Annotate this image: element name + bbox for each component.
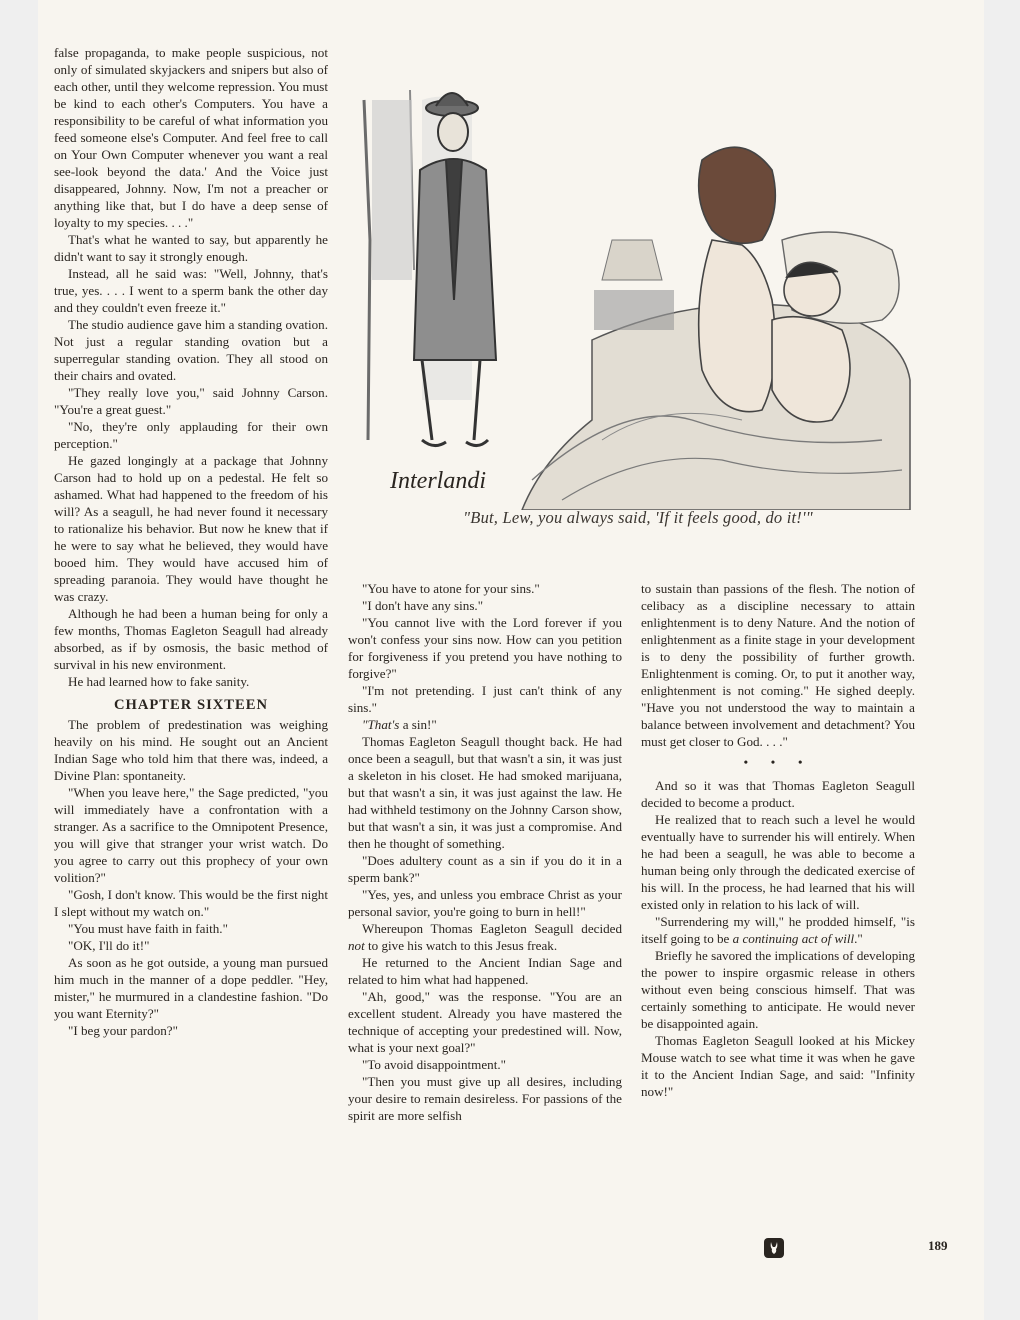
page-number: 189 xyxy=(928,1238,948,1253)
paragraph: "You cannot live with the Lord forever if you won't confess your sins now. How can you petition for forgiveness if you pretend you have nothing to forgive?" xyxy=(348,615,622,681)
paragraph: "No, they're only applauding for their own perception." xyxy=(54,419,328,451)
paragraph: Briefly he savored the implications of developing the power to inspire orgasmic release in others without even being conscious himself. That was certainly something to anticipate. He would never be disappointed again. xyxy=(641,948,915,1031)
paragraph: As soon as he got outside, a young man pursued him much in the manner of a dope peddler. "Hey, mister," he murmured in a clandestine fashion. "Do you want Eternity?" xyxy=(54,955,328,1021)
woman-figure xyxy=(699,147,776,412)
paragraph: "You must have faith in faith." xyxy=(68,921,228,936)
paragraph: "You have to atone for your sins." xyxy=(362,581,540,596)
scan-edge-right xyxy=(984,0,1020,1320)
artist-signature: Interlandi xyxy=(390,468,486,494)
paragraph: to sustain than passions of the flesh. The notion of celibacy as a discipline necessary to attain enlightenment is to deny Nature. And the notion of enlightenment as a finite stage in your development is to deny the possibility of further growth. Enlightenment is coming. Or, to put it another way, enlightenment is not coming." He sighed deeply. "Have you not understood the way to maintain a balance between involvement and detachment? You must get closer to God. . . ." xyxy=(641,581,915,749)
paragraph: "They really love you," said Johnny Carson. "You're a great guest." xyxy=(54,385,328,417)
paragraph: That's what he wanted to say, but apparently he didn't want to say it strongly enough. xyxy=(54,232,328,264)
paragraph xyxy=(348,920,622,954)
paragraph: And so it was that Thomas Eagleton Seagull decided to become a product. xyxy=(641,778,915,810)
text-column-2 xyxy=(348,580,622,1124)
paragraph: The problem of predestination was weighing heavily on his mind. He sought out an Ancient Indian Sage who told him that there was, indeed, a Divine Plan: spontaneity. xyxy=(54,717,328,783)
paragraph: "I beg your pardon?" xyxy=(68,1023,178,1038)
paragraph: "Then you must give up all desires, including your desire to remain desireless. For passions of the spirit are more selfish xyxy=(348,1074,622,1123)
paragraph: "When you leave here," the Sage predicted, "you will immediately have a confrontation with a stranger. As a sacrifice to the Omnipotent Presence, you will give that stranger your wrist watch. Do you agree to carry out this prophecy of your own volition?" xyxy=(54,785,328,885)
emphasis: "That's xyxy=(362,717,400,732)
cartoon-illustration xyxy=(362,40,914,510)
paragraph: "Ah, good," was the response. "You are an excellent student. Already you have mastered the technique of accepting your predestined will. Now, what is your next goal?" xyxy=(348,989,622,1055)
emphasis: a continuing act of will xyxy=(732,931,855,946)
paragraph: Thomas Eagleton Seagull looked at his Mickey Mouse watch to see what time it was when he gave it to the Ancient Indian Sage, and said: "Infinity now!" xyxy=(641,1033,915,1099)
text-run: ." xyxy=(854,931,863,946)
man-in-bed-figure xyxy=(772,262,850,422)
paragraph: "To avoid disappointment." xyxy=(362,1057,506,1072)
paragraph: He returned to the Ancient Indian Sage and related to him what had happened. xyxy=(348,955,622,987)
paragraph xyxy=(641,913,915,947)
paragraph: Thomas Eagleton Seagull thought back. He had once been a seagull, but that wasn't a sin, it was just a skeleton in his closet. He had smoked marijuana, but that wasn't a sin, it was just against the law. He had withheld testimony on the Johnny Carson show, but that wasn't a sin, it was just a compromise. And then he thought of something. xyxy=(348,734,622,851)
paragraph: false propaganda, to make people suspicious, not only of simulated skyjackers and snipers but also of each other, until they welcome repression. You must be kind to each other's Computers. You have a responsibility to be careful of what information you feed someone else's Computer. And feel free to call on Your Own Computer whenever you want a real see-look beyond the data.' And the Voice just disappeared, Johnny. Now, I'm not a preacher or anything like that, but I do have a deep sense of loyalty to my species. . . ." xyxy=(54,45,328,230)
emphasis: not xyxy=(348,938,365,953)
paragraph xyxy=(348,716,622,733)
chapter-heading: CHAPTER SIXTEEN xyxy=(113,697,269,713)
text-run: to give his watch to this Jesus freak. xyxy=(364,938,558,953)
text-column-3 xyxy=(641,580,915,1100)
paragraph: He realized that to reach such a level he would eventually have to surrender his will entirely. When he had been a seagull, he was able to become a human being only through the dedicated exercise of his will. In the process, he had learned that his will existed only in relation to his lack of will. xyxy=(641,812,915,912)
paragraph: He had learned how to fake sanity. xyxy=(68,674,250,689)
paragraph: "Gosh, I don't know. This would be the first night I slept without my watch on." xyxy=(54,887,328,919)
paragraph: Although he had been a human being for only a few months, Thomas Eagleton Seagull had already absorbed, as if by osmosis, the basic method of survival in his new environment. xyxy=(54,606,328,672)
paragraph: "Yes, yes, and unless you embrace Christ as your personal savior, you're going to burn in hell!" xyxy=(348,887,622,919)
paragraph: He gazed longingly at a package that Johnny Carson had to hold up on a pedestal. He felt so ashamed. What had happened to the freedom of his will? As a seagull, he had never found it necessary to rationalize his behavior. But now he knew that if he were to say what he believed, they would have booed him. They would have accused him of spreading paranoia. They would have thought he was crazy. xyxy=(54,453,328,604)
text-run: Whereupon Thomas Eagleton Seagull decided xyxy=(362,921,622,936)
text-run: "Surrendering my will," he prodded himself, "is itself going to be xyxy=(641,914,915,946)
paragraph: "OK, I'll do it!" xyxy=(68,938,150,953)
paragraph: The studio audience gave him a standing ovation. Not just a regular standing ovation but a superregular standing ovation. They all stood on their chairs and ovated. xyxy=(54,317,328,383)
text-run: a sin!" xyxy=(399,717,437,732)
scan-edge-left xyxy=(0,0,38,1320)
rabbit-logo-icon xyxy=(764,1238,784,1258)
paragraph: "I'm not pretending. I just can't think of any sins." xyxy=(348,683,622,715)
cartoon-caption: "But, Lew, you always said, 'If it feels good, do it!'" xyxy=(463,508,813,527)
text-column-1 xyxy=(54,44,328,1039)
section-separator: • • • xyxy=(743,755,813,769)
paragraph: "Does adultery count as a sin if you do it in a sperm bank?" xyxy=(348,853,622,885)
paragraph: Instead, all he said was: "Well, Johnny, that's true, yes. . . . I went to a sperm bank the other day and they couldn't even freeze it." xyxy=(54,266,328,315)
paragraph: "I don't have any sins." xyxy=(362,598,484,613)
